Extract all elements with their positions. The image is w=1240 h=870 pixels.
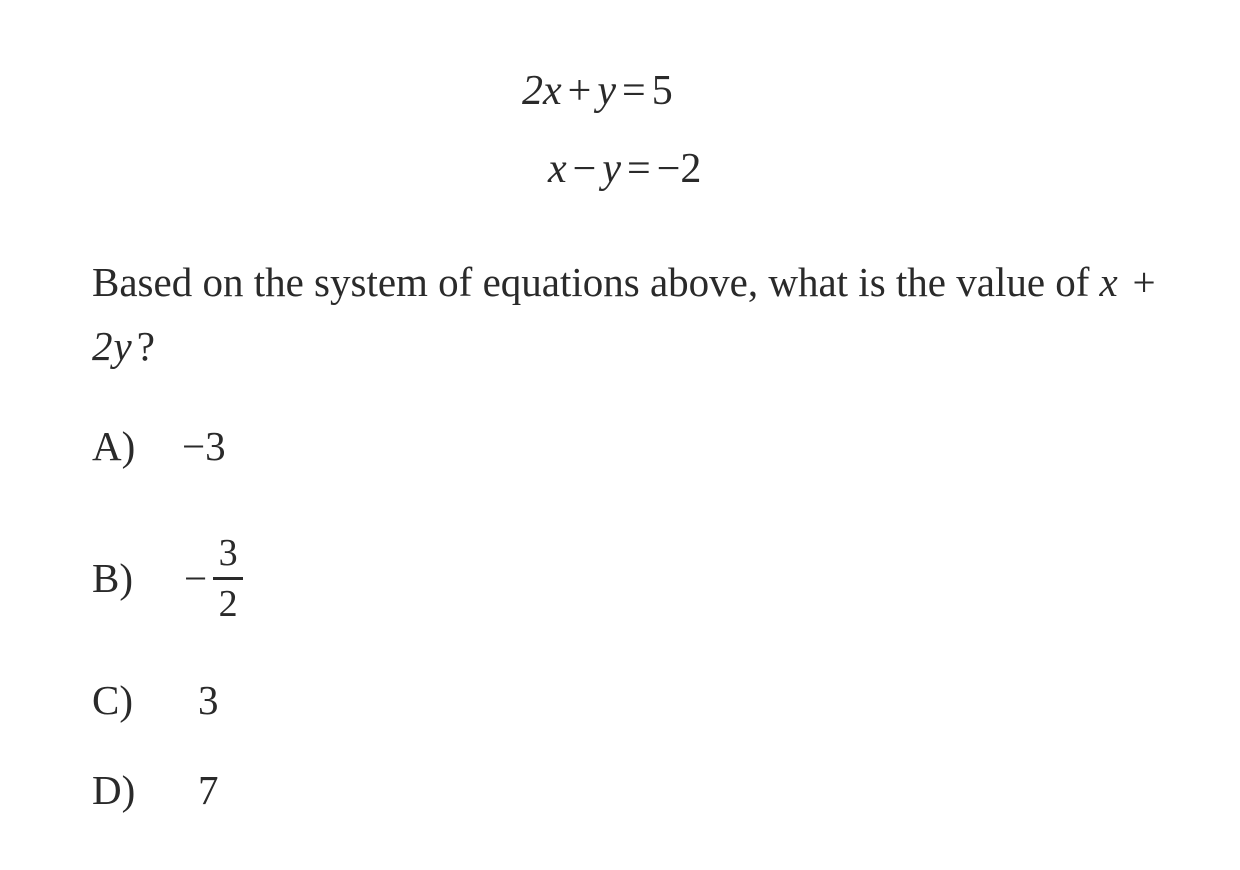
fraction-sign: − (184, 554, 208, 601)
eq2-operator: − (572, 146, 597, 192)
choice-value: 3 (198, 677, 219, 723)
question-text (92, 250, 1172, 378)
choice-letter: C) (92, 677, 133, 723)
eq2-term2: y (602, 146, 621, 192)
eq1-operator: + (567, 68, 592, 114)
eq2-equals: = (627, 146, 651, 192)
question-prompt: Based on the system of equations above, what is the value of (92, 259, 1090, 305)
choice-value: 7 (198, 767, 219, 813)
fraction-denominator: 2 (218, 582, 238, 625)
eq2-term1: x (548, 146, 567, 192)
answer-choice-a[interactable] (92, 423, 226, 469)
equation-2 (548, 148, 701, 190)
fraction (213, 531, 243, 626)
answer-choice-c[interactable] (92, 677, 219, 723)
eq1-term2: y (597, 68, 616, 114)
answer-choice-d[interactable] (92, 767, 219, 813)
choice-letter: D) (92, 767, 136, 813)
choice-value: −3 (182, 423, 226, 469)
fraction-value (184, 528, 243, 628)
fraction-bar (213, 577, 243, 580)
eq1-term1: 2x (522, 68, 562, 114)
choice-letter: B) (92, 555, 133, 601)
fraction-numerator: 3 (218, 531, 238, 574)
choice-letter: A) (92, 423, 136, 469)
question-mark: ? (136, 323, 155, 369)
equation-1 (522, 70, 673, 112)
question-expression: x + 2y (92, 259, 1159, 369)
eq1-equals: = (622, 68, 646, 114)
eq1-rhs: 5 (651, 68, 673, 114)
eq2-rhs: −2 (656, 146, 702, 192)
